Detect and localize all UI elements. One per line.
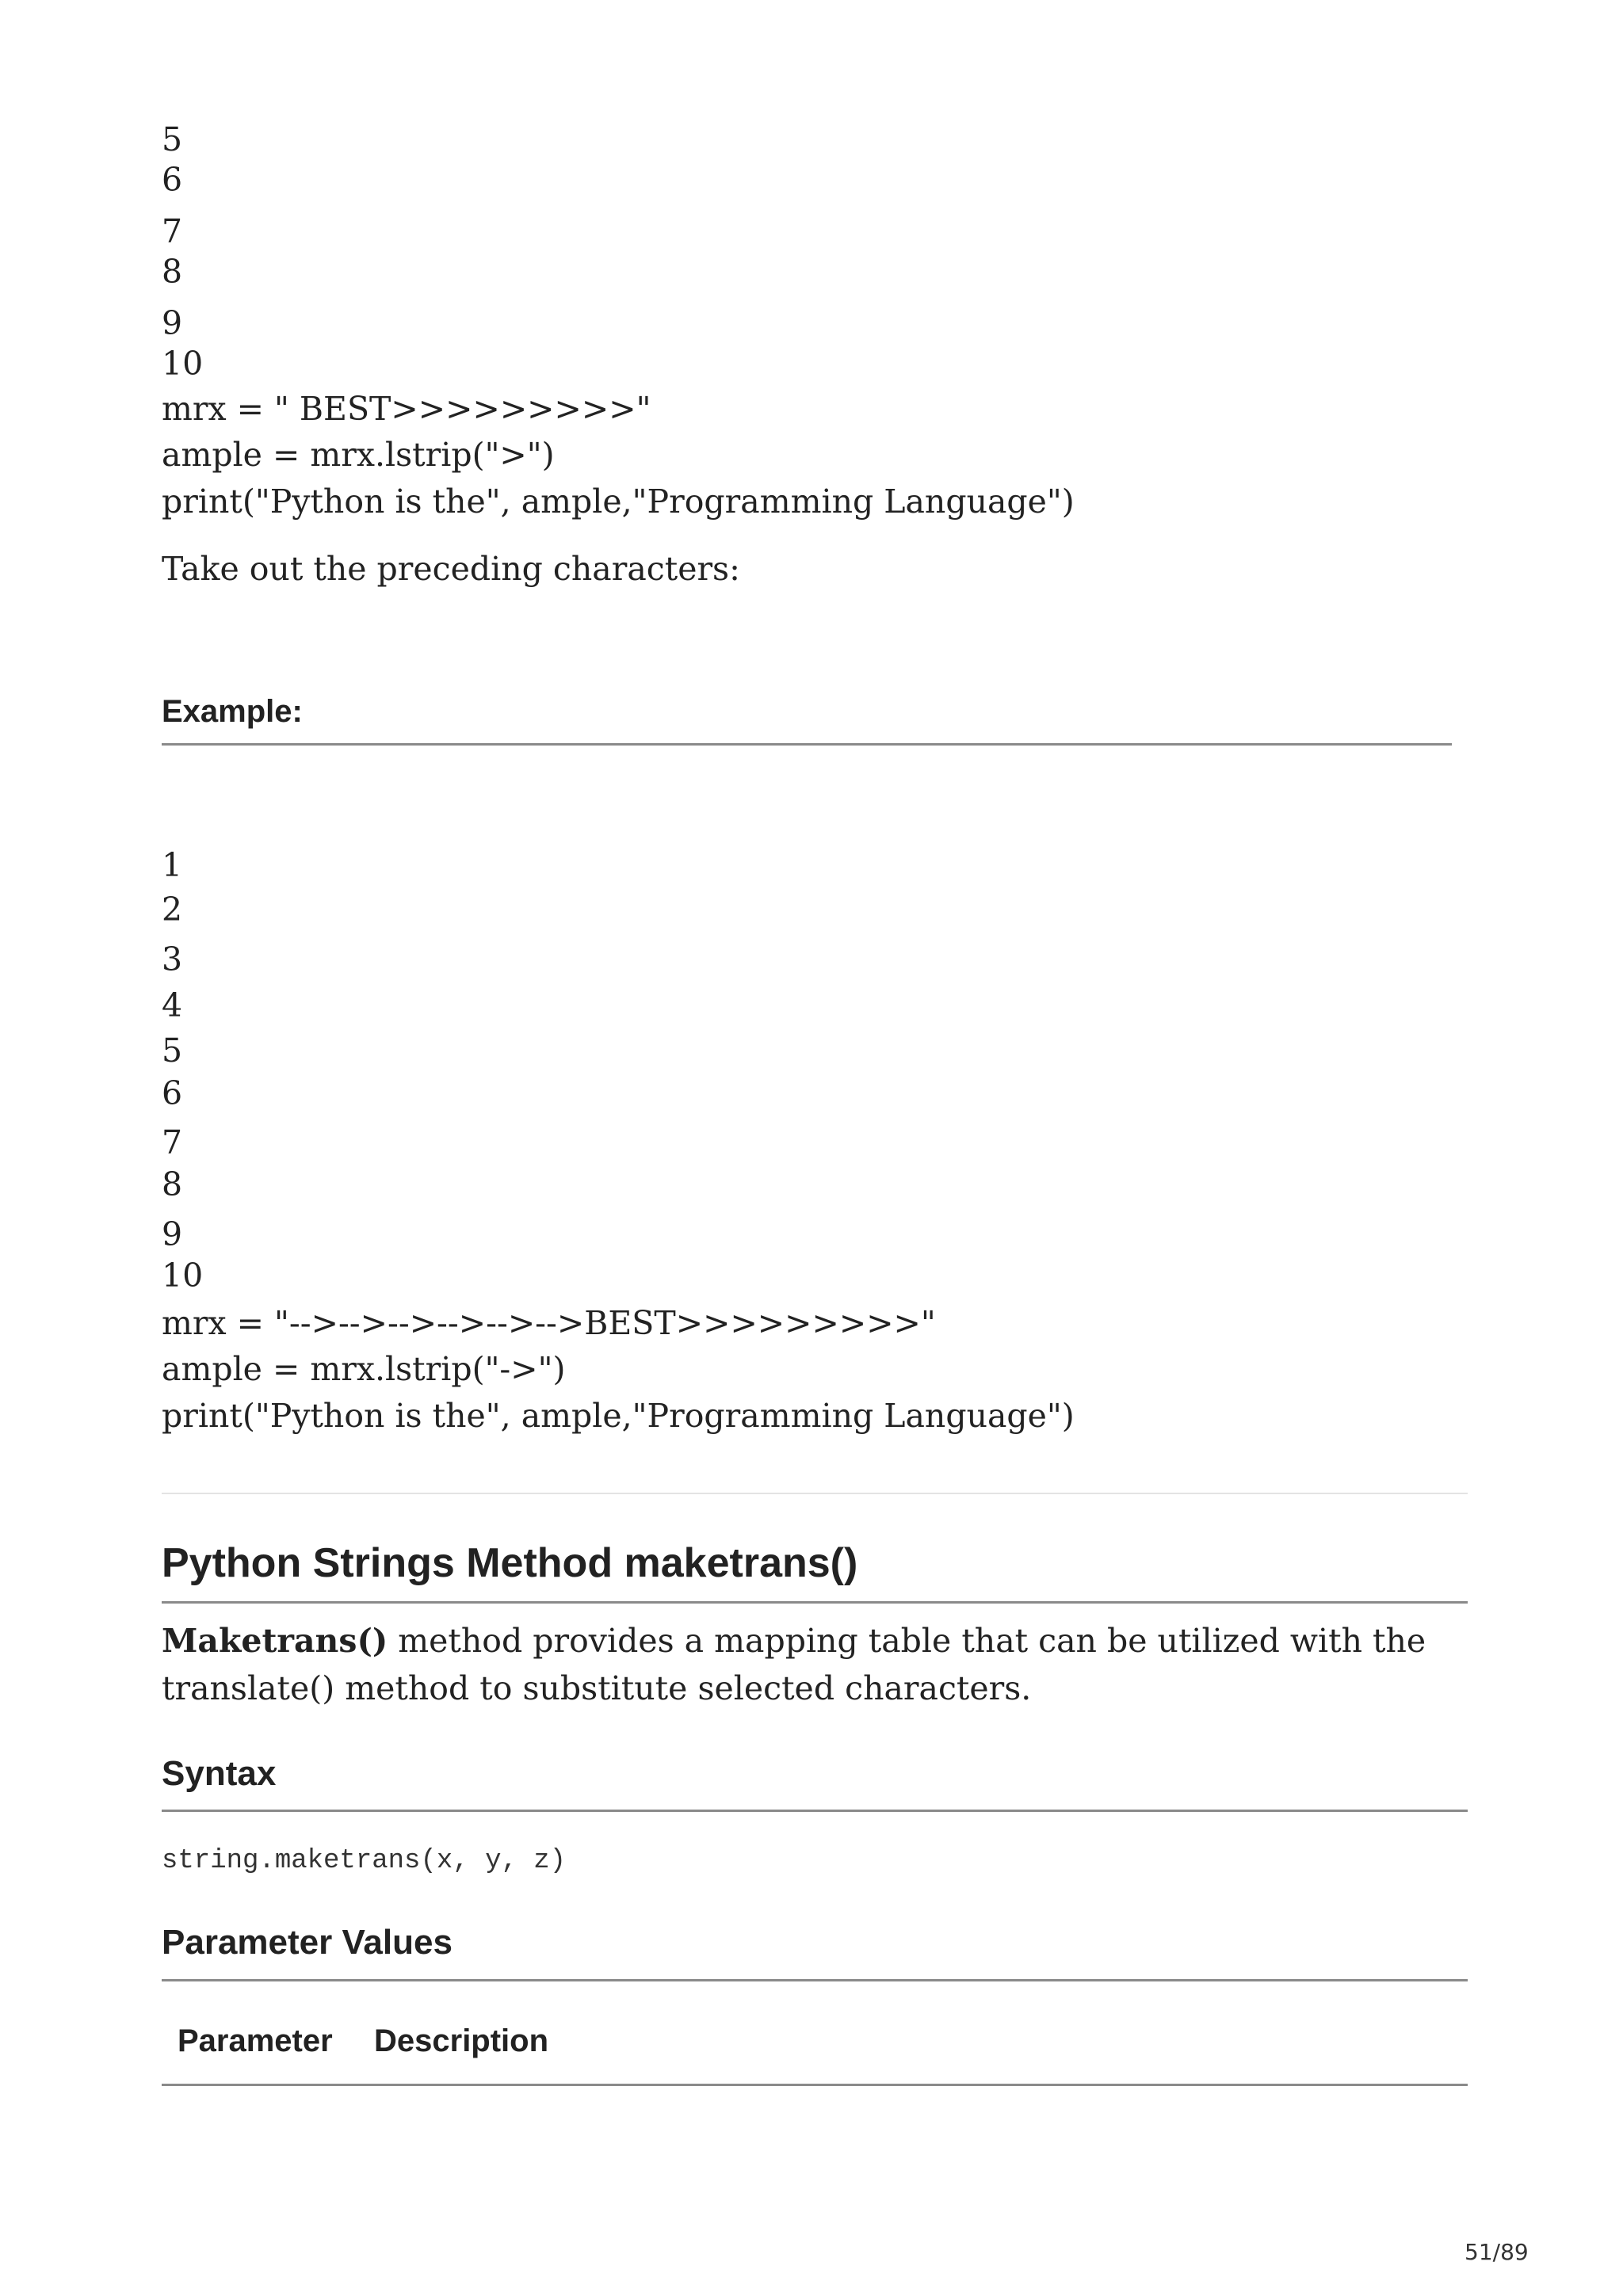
take-out-text: Take out the preceding characters: xyxy=(162,550,740,588)
line-number: 8 xyxy=(162,253,183,291)
section-divider xyxy=(162,1493,1468,1494)
syntax-code: string.maketrans(x, y, z) xyxy=(162,1846,567,1876)
intro-text: method provides a mapping table that can be utilized with the translate() method to substitute selected characters. xyxy=(162,1622,1426,1707)
line-number: 6 xyxy=(162,1074,183,1112)
example-heading: Example: xyxy=(162,694,303,729)
code-line: mrx = " BEST>>>>>>>>>" xyxy=(162,390,651,428)
table-header-parameter: Parameter xyxy=(178,2023,333,2058)
section-title: Python Strings Method maketrans() xyxy=(162,1540,858,1586)
intro-bold-term: Maketrans() xyxy=(162,1622,388,1660)
parameter-table-header xyxy=(162,2012,1468,2084)
table-header-rule xyxy=(162,2084,1468,2086)
line-number: 2 xyxy=(162,891,183,929)
line-number: 4 xyxy=(162,986,183,1024)
code-line: ample = mrx.lstrip(">") xyxy=(162,436,555,474)
syntax-heading-rule xyxy=(162,1810,1468,1812)
line-number: 5 xyxy=(162,1032,183,1070)
page-number: 51/89 xyxy=(1465,2239,1529,2265)
line-number: 5 xyxy=(162,120,183,158)
line-number: 9 xyxy=(162,1215,183,1253)
line-number: 10 xyxy=(162,345,204,383)
section-title-rule xyxy=(162,1601,1468,1604)
syntax-heading: Syntax xyxy=(162,1754,277,1793)
line-number: 7 xyxy=(162,1123,183,1161)
intro-paragraph xyxy=(162,1617,1469,1712)
line-number: 1 xyxy=(162,846,183,884)
line-number: 10 xyxy=(162,1257,204,1295)
line-number: 9 xyxy=(162,304,183,342)
line-number: 6 xyxy=(162,161,183,199)
parameter-values-rule xyxy=(162,1979,1468,1981)
parameter-values-heading: Parameter Values xyxy=(162,1923,453,1962)
line-number: 7 xyxy=(162,212,183,250)
code-line: mrx = "-->-->-->-->-->-->BEST>>>>>>>>>" xyxy=(162,1304,936,1342)
table-header-description: Description xyxy=(374,2023,549,2058)
line-number: 8 xyxy=(162,1165,183,1203)
example-heading-rule xyxy=(162,743,1452,746)
code-line: print("Python is the", ample,"Programming Language") xyxy=(162,1397,1075,1435)
code-line: ample = mrx.lstrip("->") xyxy=(162,1350,566,1388)
code-line: print("Python is the", ample,"Programming Language") xyxy=(162,482,1075,521)
line-number: 3 xyxy=(162,940,183,978)
